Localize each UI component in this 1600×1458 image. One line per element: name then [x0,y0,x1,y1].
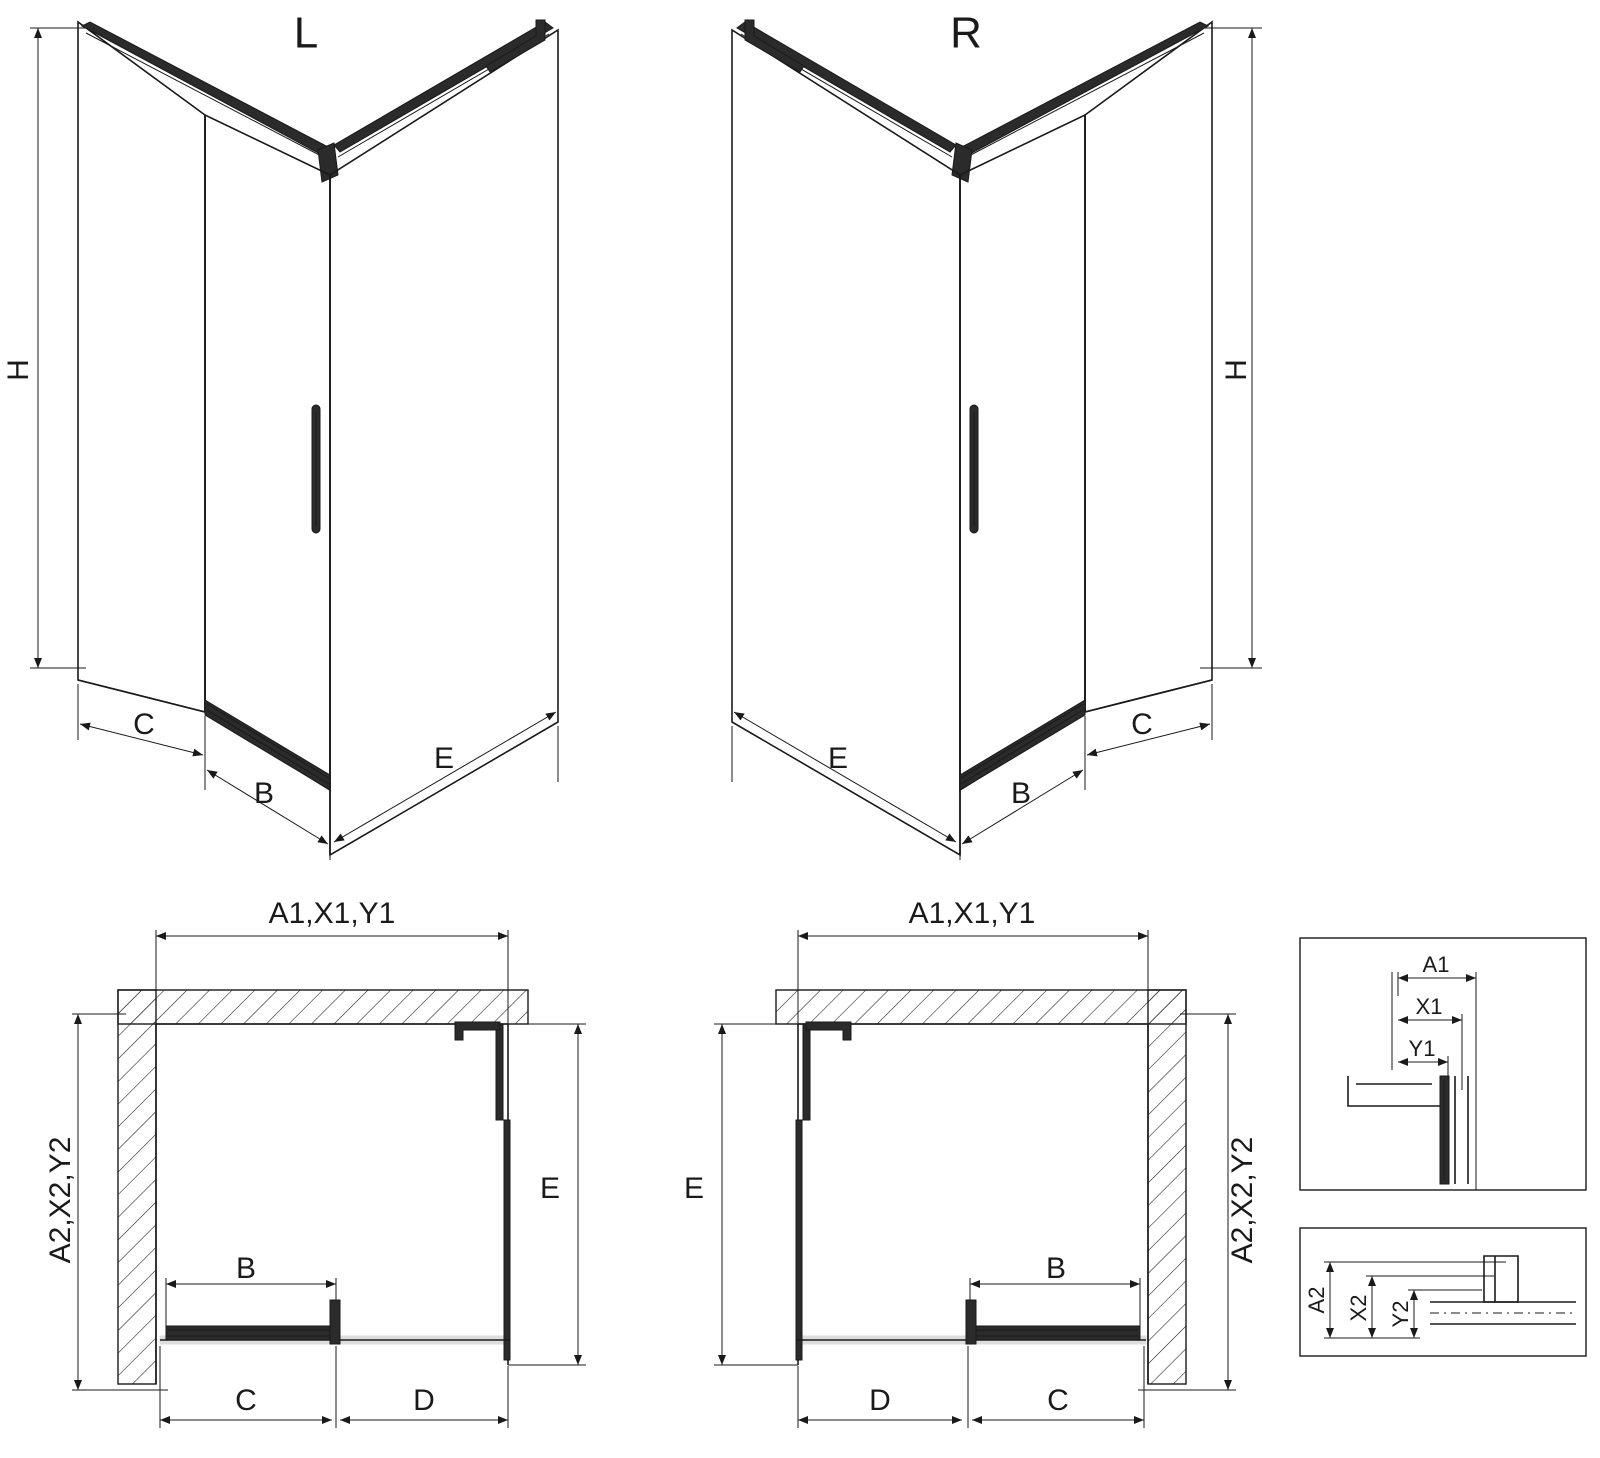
label-b-plan-right: B [1045,1251,1067,1285]
label-d-plan-left: D [413,1383,435,1417]
label-a1-plan-right: A1,X1,Y1 [908,896,1036,930]
door-handle-left [312,405,320,533]
label-e-iso-left: E [433,741,455,775]
plan-right-view [714,930,1236,1428]
label-y2-detail: Y2 [1387,1300,1413,1328]
label-a2-plan-left: A2,X2,Y2 [43,1136,77,1264]
label-y1-detail: Y1 [1408,1035,1436,1061]
label-c-plan-left: C [235,1383,257,1417]
label-e-plan-right: E [683,1171,705,1205]
label-c-iso-right: C [1131,707,1153,741]
label-a1-plan-left: A1,X1,Y1 [268,896,396,930]
label-e-iso-right: E [827,741,849,775]
label-h-right: H [1219,359,1253,381]
title-left: L [293,8,319,58]
label-a2-detail: A2 [1303,1286,1329,1314]
plan-left-view [72,930,586,1428]
door-handle-right [970,405,978,533]
isometric-right-view [732,20,1262,860]
label-c-plan-right: C [1047,1383,1069,1417]
label-d-plan-right: D [869,1383,891,1417]
label-b-iso-left: B [253,776,275,810]
label-a2-plan-right: A2,X2,Y2 [1225,1136,1259,1264]
detail-bottom-view [1300,1228,1586,1356]
title-right: R [950,8,982,58]
isometric-left-view [30,20,558,860]
label-h-left: H [1,359,35,381]
label-x2-detail: X2 [1345,1294,1371,1322]
label-b-plan-left: B [235,1251,257,1285]
dimension-e-iso-left [334,712,556,842]
label-a1-detail: A1 [1422,951,1450,977]
label-b-iso-right: B [1010,776,1032,810]
label-c-iso-left: C [133,707,155,741]
label-x1-detail: X1 [1415,993,1443,1019]
dimension-h-right [1200,28,1262,668]
label-e-plan-left: E [539,1171,561,1205]
dimension-e-iso-right [734,712,956,842]
